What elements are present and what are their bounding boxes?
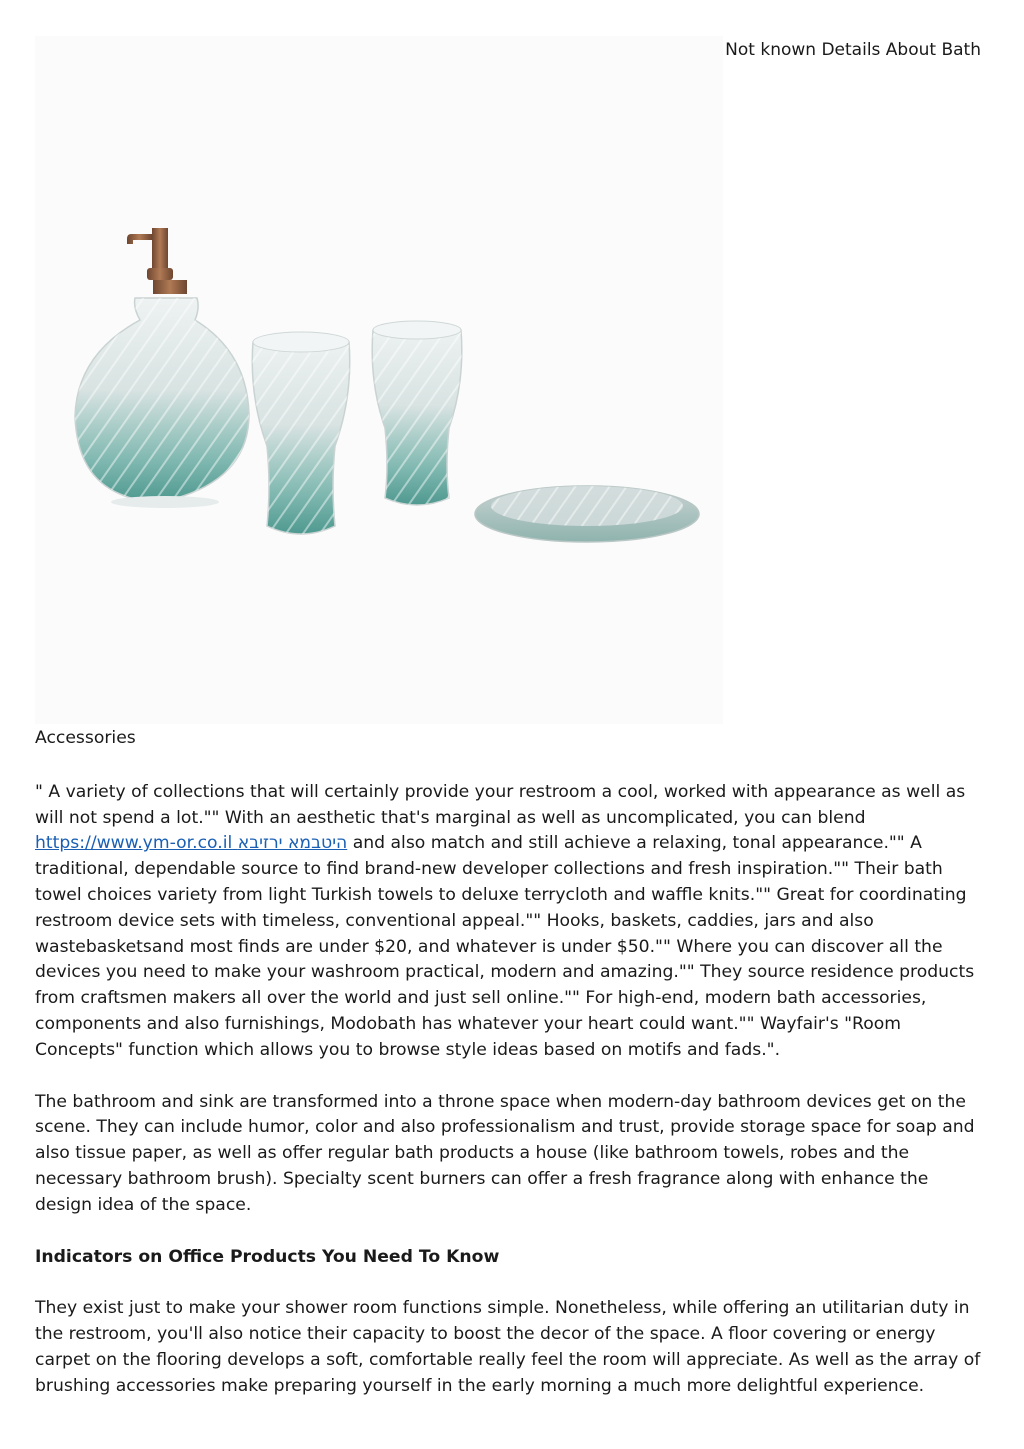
image-caption: Accessories [35, 728, 136, 748]
soap-dispenser [75, 228, 249, 508]
article-paragraph-3: They exist just to make your shower room functions simple. Nonetheless, while offering an utilitarian duty in the restroom, you'll also notice their capacity to boost the decor of the space. A floor covering or energy carpet on the flooring develops a soft, comfortable really feel the room will appreciate. As well as the array of brushing accessories make preparing yourself in the early morning a much more delightful experience. [35, 1298, 981, 1396]
page-header-title: Not known Details About Bath [725, 40, 981, 60]
paragraph-1-text-start: " A variety of collections that will certainly provide your restroom a cool, worked with appearance as well as will not spend a lot."" With an aesthetic that's marginal as well as uncomplicated, you can blend [35, 781, 966, 828]
soap-dish [475, 486, 699, 542]
tumbler-left [252, 332, 349, 534]
article-body [35, 726, 990, 1426]
hero-product-image [35, 36, 723, 724]
paragraph-1-text-end: and also match and still achieve a relaxing, tonal appearance."" A traditional, dependable source to find brand-new developer collections and fresh inspiration."" Their bath towel choices variety from light Turkish towels to deluxe terrycloth and waffle knits."" Great for coordinating restroom device sets with timeless, conventional appeal."" Hooks, baskets, caddies, jars and also wastebasketsand most finds are under $20, and whatever is under $50."" Where you can discover all the devices you need to make your washroom practical, modern and amazing."" They source residence products from craftsmen makers all over the world and just sell online."" For high-end, modern bath accessories, components and also furnishings, Modobath has whatever your heart could want."" Wayfair's "Room Concepts" function which allows you to browse style ideas based on motifs and fads.". [35, 833, 975, 1060]
bath-accessory-set-illustration [35, 36, 723, 724]
inline-external-link[interactable]: https://www.ym-or.co.il היטבמא ירזיבא [35, 833, 348, 854]
section-heading: Indicators on Office Products You Need To Know [35, 1246, 500, 1267]
article-paragraph-2: The bathroom and sink are transformed into a throne space when modern-day bathroom devices get on the scene. They can include humor, color and also professionalism and trust, provide storage space for soap and also tissue paper, as well as offer regular bath products a house (like bathroom towels, robes and the necessary bathroom brush). Specialty scent burners can offer a fresh fragrance along with enhance the design idea of the space. [35, 1091, 975, 1215]
tumbler-right [372, 321, 462, 505]
article-paragraph-1 [35, 780, 990, 1064]
